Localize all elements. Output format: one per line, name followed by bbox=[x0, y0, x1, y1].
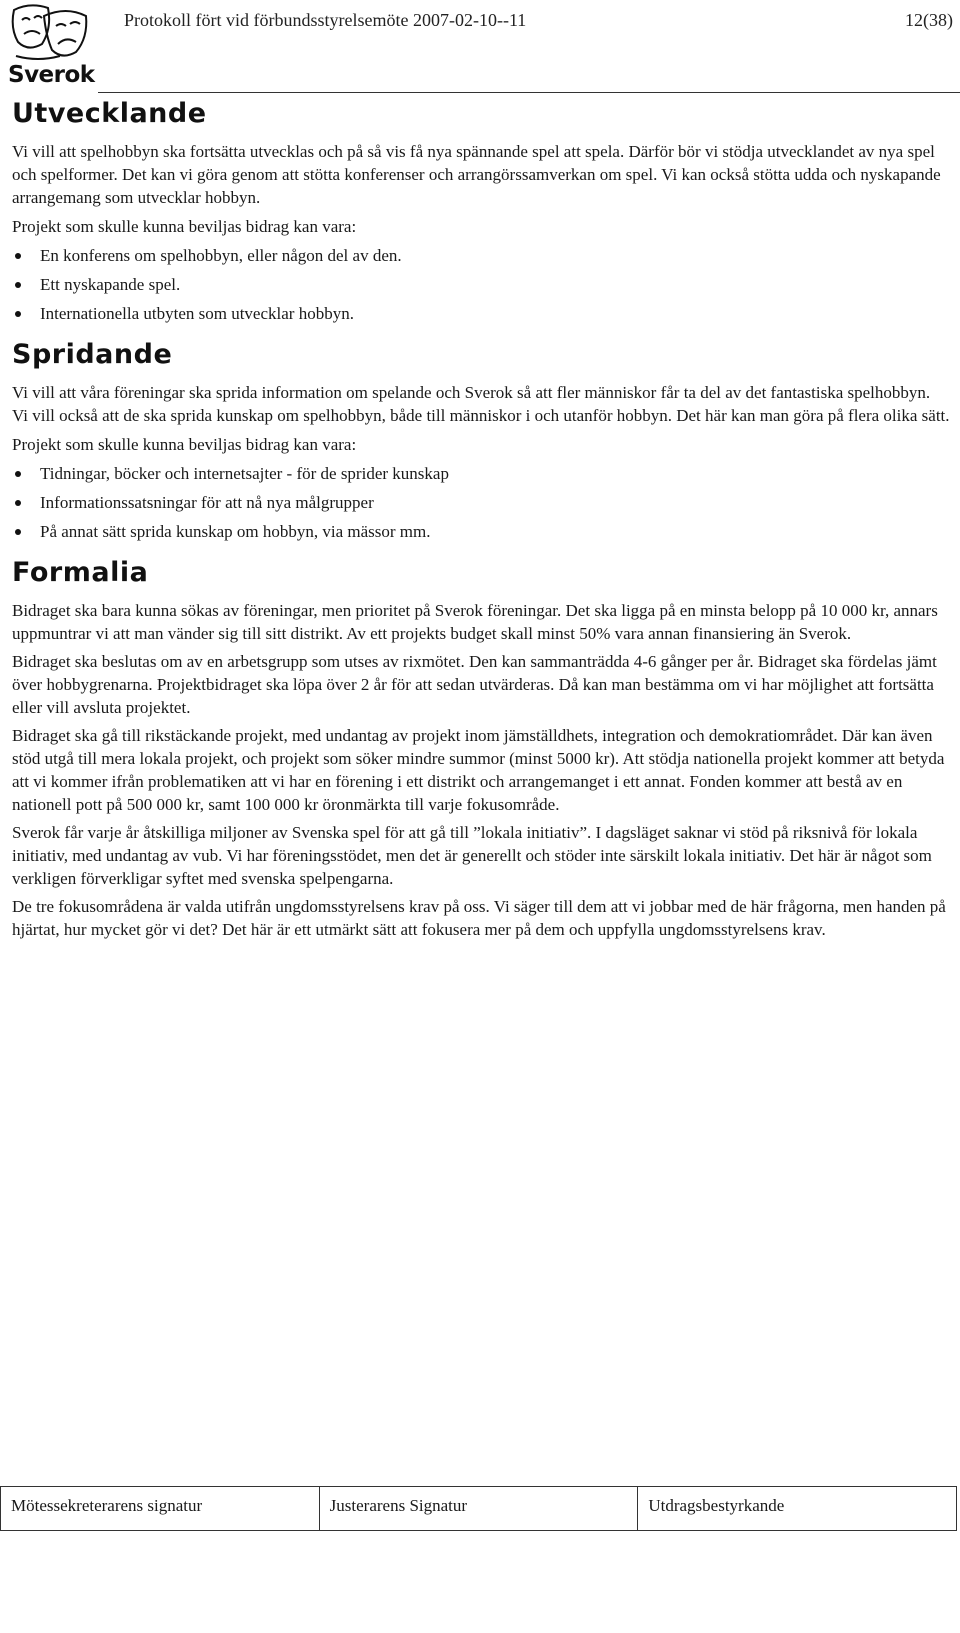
section-paragraph: Bidraget ska gå till rikstäckande projekt, med undantag av projekt inom jämställdhets, integration och demokratiområdet. Där kan även stöd utgå till mera lokala projekt, och projekt som söker mindre summor (minst 5000 kr). Att stödja nationella projekt kommer att betyda att vi kommer ifrån problematiken att vi har en förening i ett distrikt och arrangemanget i ett annat. Fonden kommer att bestå av en nationell pott på 500 000 kr, samt 100 000 kr öronmärkta till varje fokusområde. bbox=[12, 726, 945, 814]
list-item: Tidningar, böcker och internetsajter - för de sprider kunskap bbox=[12, 462, 950, 485]
section-paragraph: Sverok får varje år åtskilliga miljoner av Svenska spel för att gå till ”lokala initiativ”. I dagsläget saknar vi stöd på riksnivå för lokala initiativ, med undantag av vub. Vi har föreningsstödet, men det är generellt och stöder inte särskilt lokala initiativ. Det här är något som verkligen förverkligar syftet med svenska spelpengarna. bbox=[12, 823, 932, 888]
bullet-list bbox=[12, 462, 950, 543]
section-paragraph: De tre fokusområdena är valda utifrån ungdomsstyrelsens krav på oss. Vi säger till dem att vi jobbar med de här frågorna, men handen på hjärtat, hur mycket gör vi det? Det här är ett utmärkt sätt att fokusera mer på dem och uppfylla ungdomsstyrelsens krav. bbox=[12, 897, 946, 939]
bullet-icon bbox=[15, 282, 21, 288]
header-divider bbox=[98, 92, 960, 93]
section-spridande bbox=[12, 337, 950, 543]
section-paragraph: Vi vill att våra föreningar ska sprida information om spelande och Sverok så att fler människor får ta del av det fantastiska spelhobbyn. Vi vill också att de ska sprida kunskap om spelhobbyn, både till människor i och utanför hobbyn. Det här kan man göra på flera olika sätt. bbox=[12, 383, 950, 425]
signature-table bbox=[0, 1486, 957, 1531]
section-paragraph: Bidraget ska bara kunna sökas av föreningar, men prioritet på Sverok föreningar. Det ska ligga på en minsta belopp på 10 000 kr, annars uppmuntrar vi att man vänder sig till sitt distrikt. Av ett projekts budget skall minst 50% vara annan finansiering än Sverok. bbox=[12, 601, 938, 643]
list-item: En konferens om spelhobbyn, eller någon del av den. bbox=[12, 244, 950, 267]
document-body bbox=[12, 96, 950, 946]
signature-cell-extract: Utdragsbestyrkande bbox=[648, 1496, 785, 1515]
section-heading: Utvecklande bbox=[12, 98, 207, 129]
signature-cell-adjuster: Justerarens Signatur bbox=[320, 1487, 639, 1530]
projects-lead: Projekt som skulle kunna beviljas bidrag kan vara: bbox=[12, 217, 357, 236]
sverok-logo bbox=[8, 2, 98, 90]
projects-lead: Projekt som skulle kunna beviljas bidrag kan vara: bbox=[12, 435, 357, 454]
list-item: På annat sätt sprida kunskap om hobbyn, via mässor mm. bbox=[12, 520, 950, 543]
signature-cell-secretary: Mötessekreterarens signatur bbox=[1, 1487, 320, 1530]
document-header-title: Protokoll fört vid förbundsstyrelsemöte 2007-02-10--11 bbox=[124, 10, 527, 30]
bullet-icon bbox=[15, 471, 21, 477]
section-heading: Spridande bbox=[12, 339, 173, 370]
theater-masks-icon bbox=[8, 2, 98, 64]
section-formalia bbox=[12, 555, 950, 941]
bullet-icon bbox=[15, 500, 21, 506]
page-number: 12(38) bbox=[905, 10, 953, 30]
section-heading: Formalia bbox=[12, 557, 149, 588]
bullet-icon bbox=[15, 253, 21, 259]
logo-wordmark: Sverok bbox=[8, 62, 95, 88]
list-item: Internationella utbyten som utvecklar hobbyn. bbox=[12, 302, 950, 325]
bullet-icon bbox=[15, 311, 21, 317]
section-paragraph: Bidraget ska beslutas om av en arbetsgrupp som utses av rixmötet. Den kan sammanträdda 4-6 gånger per år. Bidraget ska fördelas jämt över hobbygrenarna. Projektbidraget ska löpa över 2 år för att sedan utvärderas. Då kan man bestämma om vi har möjlighet att fortsätta eller vill avsluta projektet. bbox=[12, 652, 937, 717]
bullet-icon bbox=[15, 529, 21, 535]
list-item: Ett nyskapande spel. bbox=[12, 273, 950, 296]
section-paragraph: Vi vill att spelhobbyn ska fortsätta utvecklas och på så vis få nya spännande spel att spela. Därför bör vi stödja utvecklandet av nya spel och spelformer. Det kan vi göra genom att stötta konferenser och arrangörssamverkan om spel. Vi kan också stötta udda och nyskapande arrangemang som utvecklar hobbyn. bbox=[12, 142, 941, 207]
section-utvecklande bbox=[12, 96, 950, 325]
list-item: Informationssatsningar för att nå nya målgrupper bbox=[12, 491, 950, 514]
bullet-list bbox=[12, 244, 950, 325]
